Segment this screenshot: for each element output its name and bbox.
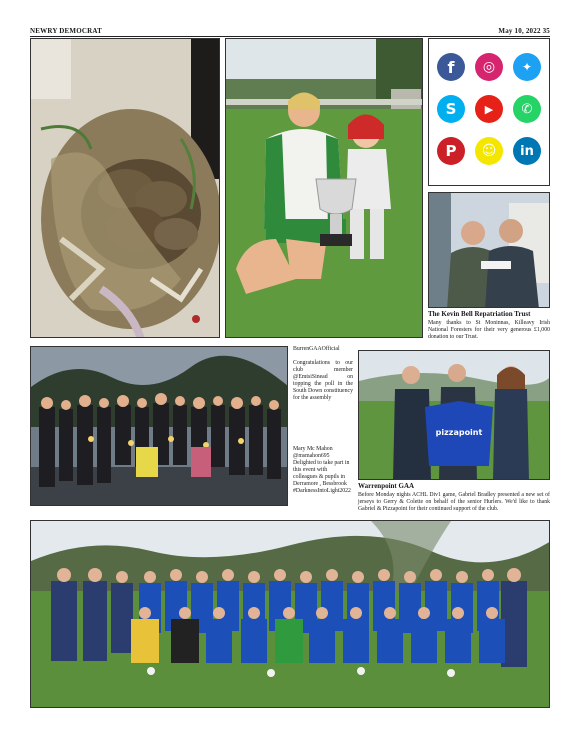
newspaper-name: NEWRY DEMOCRAT — [30, 27, 102, 35]
player-trophy-photo — [225, 38, 423, 338]
burren-congratulations-text: Congratulations to our club member @EmtsiSinead on topping the poll in the South Down constituency for the assembly — [293, 360, 353, 401]
youtube-icon[interactable]: ▶ — [475, 95, 503, 123]
kevin-bell-body: Many thanks to St Moninnas, Killeavy Irish National Foresters for their very generous £1,000 donation to our Trust. — [428, 320, 550, 340]
kevin-bell-title: The Kevin Bell Repatriation Trust — [428, 310, 531, 318]
jersey-sponsor-text: pizzapoint — [435, 428, 483, 437]
issue-date-page: May 10, 2022 35 — [498, 27, 550, 35]
burren-gaa-handle: BurrenGAAOfficial — [293, 346, 340, 352]
mary-mcmahon-text: Mary Mc Mahon @msmahon695 Delighted to take part in this event with colleagues & pupils in Derramore , Bessbrook #DarknessIntoLight2022 — [293, 446, 351, 494]
skype-icon[interactable]: S — [437, 95, 465, 123]
social-media-panel — [428, 38, 550, 186]
masthead-rule — [30, 36, 550, 37]
instagram-icon[interactable]: ◎ — [475, 53, 503, 81]
pinterest-icon[interactable]: P — [437, 137, 465, 165]
snapchat-icon[interactable]: ☺ — [475, 137, 503, 165]
team-photo — [30, 520, 550, 708]
whatsapp-icon[interactable]: ✆ — [513, 95, 541, 123]
warrenpoint-jersey-photo — [358, 350, 550, 480]
darkness-into-light-photo — [30, 346, 288, 506]
warrenpoint-title: Warrenpoint GAA — [358, 482, 415, 490]
bird-nest-photo — [30, 38, 220, 338]
twitter-icon[interactable]: ✦ — [513, 53, 541, 81]
facebook-icon[interactable]: f — [437, 53, 465, 81]
warrenpoint-body: Before Monday nights ACHL Div1 game, Gabriel Bradley presented a new set of jerseys to Gerry & Colette on behalf of the senior Hurlers. We'd like to thank Gabriel & Pizzapoint for their continued support of the club. — [358, 492, 550, 512]
linkedin-icon[interactable]: in — [513, 137, 541, 165]
kevin-bell-donation-photo — [428, 192, 550, 308]
